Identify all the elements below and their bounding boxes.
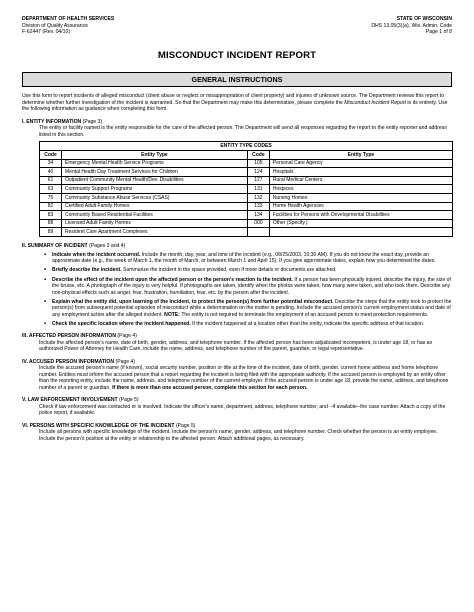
bullet-icon: ▪ (44, 320, 47, 327)
code-cell: 124 (247, 168, 269, 177)
division-name: Division of Quality Assurance (22, 22, 88, 29)
summary-bullet-list (22, 252, 452, 327)
type-cell: Home Health Agencies (269, 202, 452, 211)
code-cell: 88 (40, 219, 62, 228)
type-cell: Hospitals (269, 168, 452, 177)
admin-code: DHS 13.05(3)(a), Wis. Admin. Code (371, 22, 452, 29)
form-header (22, 16, 452, 36)
table-row (40, 211, 453, 220)
bullet-icon: ▪ (44, 298, 47, 305)
code-cell: 131 (247, 185, 269, 194)
section-summary-title: II. SUMMARY OF INCIDENT (22, 242, 88, 249)
list-item (44, 276, 452, 297)
type-cell: Rural Medical Centers (269, 176, 452, 185)
section-entity-title: I. ENTITY INFORMATION (22, 118, 82, 125)
section-accused-title: IV. ACCUSED PERSON INFORMATION (22, 358, 115, 365)
bullet-text: Include the month, day, year, and time of the incident (e.g., 08/25/2003, 10:30 AM). If you do not know the exact day, provide an approximate date (e.g., the week of March 1, the month of March, or between March 1 and April 15). If you give approximate dates, explain how you determined the dates. (52, 251, 436, 265)
list-item (44, 267, 452, 274)
page-number: Page 1 of 8 (425, 29, 452, 36)
code-cell: 82 (40, 202, 62, 211)
code-cell (247, 228, 269, 237)
code-cell: 61 (40, 176, 62, 185)
table-row (40, 228, 453, 237)
col-type-right: Entity Type (269, 151, 452, 160)
bullet-lead: Describe the effect of the incident upon the affected person or the person's reaction to the incident. (52, 276, 293, 283)
section-knowledge-text: Include all persons with specific knowledge of the incident. Include the person's name, gender, address, and telephone number. Check whether the person is an entity employee. Include the person's position at the entity or relationship to the affected person. Attach additional pages, as necessary. (39, 429, 438, 442)
header-right (371, 16, 452, 36)
bullet-icon: ▪ (44, 276, 47, 283)
intro-paragraph (22, 93, 452, 113)
section-summary-pages: (Pages 3 and 4) (87, 242, 126, 249)
section-entity-text: The entity or facility named is the entity responsible for the care of the affected person. The Department will send all responses regarding the report to the entity reporter and address listed in this section. (39, 125, 447, 138)
section-accused-pages: (Page 4) (114, 358, 136, 365)
entity-type-codes-table (39, 141, 453, 237)
col-type-left: Entity Type (62, 151, 248, 160)
bullet-lead: Indicate when the incident occurred. (52, 251, 141, 258)
form-number: F-62447 (Rev. 04/10) (22, 29, 71, 36)
table-row (40, 176, 453, 185)
section-affected-text: Include the affected person's name, date of birth, gender, address, and telephone number. If the affected person has been adjudicated incompetent, is under age 18, or has an authorized Power of Attorney for Health Care, include the name, address, and telephone number of the parent, guardian, or legal representative. (39, 339, 433, 353)
type-cell: Emergency Mental Health Service Programs (62, 159, 248, 168)
bullet-text: If a person has been physically injured, describe the injury, the size of the bruise, etc. A photograph of the injury is very helpful. If photographs are taken, identify when the photos were taken, how many were taken, and who took them. Describe any non-physical effects such as anger, fear, frustration, humiliation, fear, etc. by the person after the incident. (52, 276, 451, 296)
type-cell: Other (Specify.) (269, 219, 452, 228)
bullet-text: Describe the steps that the entity took to protect the person(s) from subsequent potential episodes of misconduct while a determination on the matter is pending. Include the accused person's current employment status and date of any employment action after the alleged incident. (52, 298, 452, 318)
section-law-pages: (Page 5) (117, 397, 139, 404)
code-cell: 63 (40, 185, 62, 194)
list-item (44, 298, 452, 319)
type-cell: Personal Care Agency (269, 159, 452, 168)
entity-table-caption: ENTITY TYPE CODES (40, 142, 453, 151)
code-cell: 134 (247, 211, 269, 220)
type-cell: Licensed Adult Family Homes (62, 219, 248, 228)
type-cell: Mental Health Day Treatment Services for Children (62, 168, 248, 177)
type-cell: Nursing Homes (269, 193, 452, 202)
bullet-note-label: NOTE: (164, 311, 180, 318)
code-cell: 127 (247, 176, 269, 185)
intro-form-name: Misconduct Incident Report (344, 99, 406, 106)
header-left (22, 16, 114, 36)
type-cell: Resident Care Apartment Complexes (62, 228, 248, 237)
table-row (40, 185, 453, 194)
code-cell: 83 (40, 211, 62, 220)
section-affected-title: III. AFFECTED PERSON INFORMATION (22, 333, 116, 340)
section-entity-pages: (Page 3) (81, 118, 103, 125)
bullet-text: Summarize the incident in the space provided, even if more details or documents are attached. (121, 267, 337, 274)
type-cell: Hospices (269, 185, 452, 194)
code-cell: 000 (247, 219, 269, 228)
code-cell: 133 (247, 202, 269, 211)
bullet-text: If the incident happened at a location other than the entity, indicate the specific address of that location. (190, 320, 425, 327)
table-row (40, 159, 453, 168)
code-cell: 34 (40, 159, 62, 168)
section-law-text: Check if law enforcement was contacted or is involved. Indicate the officer's name, department, address, telephone number, and --if available--the case number. Attach a copy of the police report, if available. (39, 403, 446, 417)
type-cell: Community Support Programs (62, 185, 248, 194)
entity-table-body (40, 159, 453, 236)
type-cell: Community Based Residential Facilities (62, 211, 248, 220)
bullet-note-text: The entity is not required to terminate the employment of an accused person to meet protection requirements. (180, 311, 429, 318)
section-summary-heading (22, 243, 452, 250)
bullet-lead: Explain what the entity did, upon learning of the incident, to protect the person(s) from further potential misconduct. (52, 298, 334, 305)
list-item (44, 251, 452, 265)
type-cell: Certified Adult Family Homes (62, 202, 248, 211)
table-row (40, 202, 453, 211)
type-cell: Outpatient Community Mental Health/Dev. Disabilities (62, 176, 248, 185)
section-law-title: V. LAW ENFORCEMENT INVOLVEMENT (22, 397, 118, 404)
type-cell: Facilities for Persons with Developmental Disabilities (269, 211, 452, 220)
code-cell: 132 (247, 193, 269, 202)
intro-text-end: in its entirety. Use the following information as guidance when completing this form. (22, 99, 448, 113)
section-affected-pages: (Page 4) (115, 333, 137, 340)
bullet-lead: Briefly describe the incident. (52, 267, 122, 274)
intro-text: Use this form to report incidents of alleged misconduct (client abuse or neglect or misappropriation of client property) and injuries of unknown source. The Department reviews this report to determine whether further investigation of the incident is warranted. So that the Department may make this determination, please complete the (22, 93, 445, 106)
bullet-lead: Check the specific location where the incident happened. (52, 320, 191, 327)
table-row (40, 193, 453, 202)
bullet-icon: ▪ (44, 267, 47, 274)
form-title: MISCONDUCT INCIDENT REPORT (157, 49, 317, 61)
accused-body: Include the accused person's name (if known), social security number, position or title at the time of the incident, date of birth, gender, current home address and home telephone number. Entities must inform the accused person that a report regarding the incident is being filed with the appropriate authority. If the accused person is employed by an entity other than the reporting entity, include the name, address, and telephone number of the current employer. If the accused person is under age 18, provide the name, address, and telephone number of a parent or guardian. (39, 365, 449, 391)
table-row (40, 168, 453, 177)
code-cell: 89 (40, 228, 62, 237)
table-row (40, 219, 453, 228)
code-cell: 40 (40, 168, 62, 177)
col-code-left: Code (40, 151, 62, 160)
section-accused-text (22, 365, 452, 391)
code-cell: 75 (40, 193, 62, 202)
department-name: DEPARTMENT OF HEALTH SERVICES (22, 16, 115, 22)
code-cell: 105 (247, 159, 269, 168)
type-cell: Community Substance Abuse Services (CSAS) (62, 193, 248, 202)
bullet-icon: ▪ (44, 251, 47, 258)
section-knowledge-title: VI. PERSONS WITH SPECIFIC KNOWLEDGE OF THE INCIDENT (22, 422, 175, 429)
list-item (44, 320, 452, 328)
general-instructions-heading: GENERAL INSTRUCTIONS (22, 72, 452, 87)
section-knowledge-pages: (Page 5) (174, 422, 196, 429)
col-code-right: Code (247, 151, 269, 160)
state-name: STATE OF WISCONSIN (396, 16, 452, 22)
type-cell (269, 228, 452, 237)
accused-bold-note: If there is more than one accused person, complete this section for each person. (112, 384, 308, 391)
